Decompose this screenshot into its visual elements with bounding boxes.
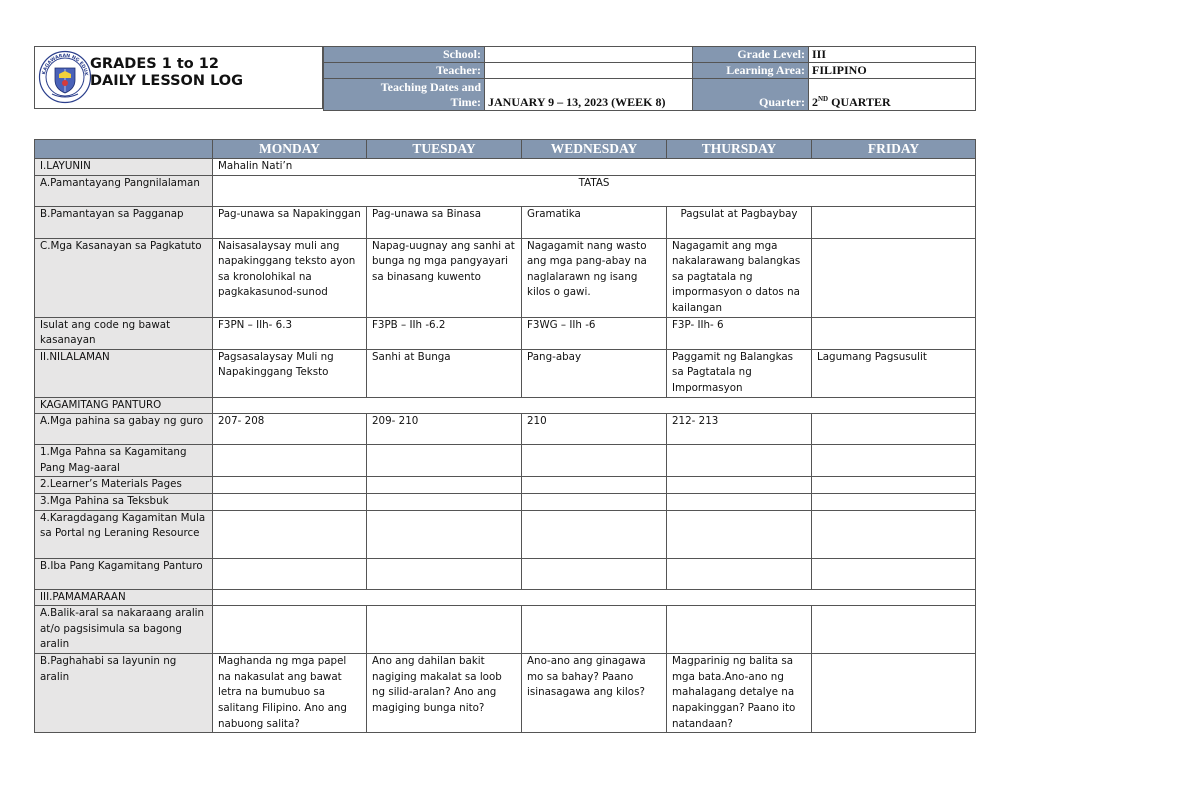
- table-cell: [522, 558, 667, 589]
- day-header-wednesday: WEDNESDAY: [522, 140, 667, 159]
- pamantayang-value: TATAS: [213, 175, 976, 206]
- title-line-2: DAILY LESSON LOG: [90, 73, 244, 89]
- row-label: II.NILALAMAN: [35, 349, 213, 397]
- grade-level-label: Grade Level:: [693, 47, 809, 63]
- day-header-friday: FRIDAY: [812, 140, 976, 159]
- table-cell: Pag-unawa sa Binasa: [367, 206, 522, 238]
- row-label: A.Pamantayang Pangnilalaman: [35, 175, 213, 206]
- quarter-label: Quarter:: [693, 79, 809, 111]
- table-cell: [367, 558, 522, 589]
- table-cell: [213, 558, 367, 589]
- table-cell: F3PN – IIh- 6.3: [213, 317, 367, 349]
- lesson-log-table: [34, 139, 976, 733]
- table-cell: [812, 477, 976, 494]
- quarter-value: [809, 79, 976, 111]
- quarter-word: QUARTER: [828, 95, 891, 109]
- row-label: B.Paghahabi sa layunin ng aralin: [35, 654, 213, 733]
- learning-area-label: Learning Area:: [693, 63, 809, 79]
- table-row-code: [35, 317, 976, 349]
- table-cell: F3WG – IIh -6: [522, 317, 667, 349]
- table-cell: F3PB – IIh -6.2: [367, 317, 522, 349]
- table-row-kasanayan: [35, 238, 976, 317]
- table-cell: [213, 606, 367, 654]
- row-label: 4.Karagdagang Kagamitan Mula sa Portal ng Leraning Resource: [35, 510, 213, 558]
- corner-cell: [35, 140, 213, 159]
- table-cell: [667, 510, 812, 558]
- table-cell: [213, 445, 367, 477]
- table-cell: [667, 493, 812, 510]
- row-label: B.Pamantayan sa Pagganap: [35, 206, 213, 238]
- table-cell: Ano-ano ang ginagawa mo sa bahay? Paano isinasagawa ang kilos?: [522, 654, 667, 733]
- table-cell: [812, 493, 976, 510]
- table-cell: Naisasalaysay muli ang napakinggang teksto ayon sa kronolohikal na pagkakasunod-sunod: [213, 238, 367, 317]
- title-line-1: GRADES 1 to 12: [90, 56, 219, 72]
- school-label: School:: [324, 47, 485, 63]
- table-cell: Pagsasalaysay Muli ng Napakinggang Teksto: [213, 349, 367, 397]
- day-header-thursday: THURSDAY: [667, 140, 812, 159]
- table-cell: F3P- IIh- 6: [667, 317, 812, 349]
- row-label: 1.Mga Pahna sa Kagamitang Pang Mag-aaral: [35, 445, 213, 477]
- table-row-pamantayang: [35, 175, 976, 206]
- table-cell: [667, 606, 812, 654]
- table-row-pagganap: [35, 206, 976, 238]
- table-cell: [812, 445, 976, 477]
- header-info-table: [323, 46, 976, 111]
- grade-level-value: III: [809, 47, 976, 63]
- row-label: I.LAYUNIN: [35, 159, 213, 176]
- table-cell: [367, 445, 522, 477]
- table-cell: [367, 606, 522, 654]
- table-row-kagamitan: [35, 397, 976, 414]
- teaching-dates-value: JANUARY 9 – 13, 2023 (WEEK 8): [485, 79, 693, 111]
- table-cell: [213, 477, 367, 494]
- table-cell: 210: [522, 414, 667, 445]
- table-cell: [812, 510, 976, 558]
- table-cell: [667, 477, 812, 494]
- table-cell: Sanhi at Bunga: [367, 349, 522, 397]
- table-cell: [667, 445, 812, 477]
- table-row-karagdagang: [35, 510, 976, 558]
- deped-seal-icon: [38, 50, 92, 104]
- table-cell: [812, 558, 976, 589]
- day-header-row: [35, 140, 976, 159]
- table-cell: Paggamit ng Balangkas sa Pagtatala ng Impormasyon: [667, 349, 812, 397]
- table-cell: Nagagamit ang mga nakalarawang balangkas sa pagtatala ng impormasyon o datos na kailangan: [667, 238, 812, 317]
- table-cell: [367, 477, 522, 494]
- table-row-nilalaman: [35, 349, 976, 397]
- table-cell: [812, 654, 976, 733]
- row-label: B.Iba Pang Kagamitang Panturo: [35, 558, 213, 589]
- table-cell: 212- 213: [667, 414, 812, 445]
- teacher-value: [485, 63, 693, 79]
- seal-text: KAGAWARAN NG EDUK: [42, 53, 89, 77]
- table-cell: [812, 206, 976, 238]
- table-cell: [213, 493, 367, 510]
- teaching-dates-label-line2: Time:: [450, 95, 481, 109]
- table-row-pahna: [35, 445, 976, 477]
- teaching-dates-label-line1: Teaching Dates and: [380, 80, 481, 94]
- table-cell: Lagumang Pagsusulit: [812, 349, 976, 397]
- table-row-gabay: [35, 414, 976, 445]
- table-cell: [812, 414, 976, 445]
- table-cell: [812, 606, 976, 654]
- table-cell: [522, 606, 667, 654]
- header-title-box: [34, 46, 323, 109]
- table-cell: [812, 238, 976, 317]
- table-cell: [522, 445, 667, 477]
- table-cell: Gramatika: [522, 206, 667, 238]
- school-value: [485, 47, 693, 63]
- table-cell: [367, 510, 522, 558]
- table-cell: Pag-unawa sa Napakinggan: [213, 206, 367, 238]
- table-cell: [812, 317, 976, 349]
- table-cell: [667, 558, 812, 589]
- table-row-iba: [35, 558, 976, 589]
- table-cell: Maghanda ng mga papel na nakasulat ang bawat letra na bumubuo sa salitang Filipino. Ano ang nabuong salita?: [213, 654, 367, 733]
- day-header-monday: MONDAY: [213, 140, 367, 159]
- row-label: Isulat ang code ng bawat kasanayan: [35, 317, 213, 349]
- table-cell: [522, 510, 667, 558]
- table-cell: [522, 477, 667, 494]
- quarter-ordinal: ND: [818, 95, 829, 103]
- table-cell: [522, 493, 667, 510]
- table-row-balik: [35, 606, 976, 654]
- row-label: A.Mga pahina sa gabay ng guro: [35, 414, 213, 445]
- table-cell: Pang-abay: [522, 349, 667, 397]
- table-cell: 209- 210: [367, 414, 522, 445]
- row-label: C.Mga Kasanayan sa Pagkatuto: [35, 238, 213, 317]
- row-label: 3.Mga Pahina sa Teksbuk: [35, 493, 213, 510]
- table-cell: Nagagamit nang wasto ang mga pang-abay na naglalarawn ng isang kilos o gawi.: [522, 238, 667, 317]
- learning-area-value: FILIPINO: [809, 63, 976, 79]
- row-label: III.PAMAMARAAN: [35, 589, 213, 606]
- table-row-teksbuk: [35, 493, 976, 510]
- teacher-label: Teacher:: [324, 63, 485, 79]
- row-label: KAGAMITANG PANTURO: [35, 397, 213, 414]
- table-row-layunin: [35, 159, 976, 176]
- row-label: A.Balik-aral sa nakaraang aralin at/o pagsisimula sa bagong aralin: [35, 606, 213, 654]
- table-row-paghahabi: [35, 654, 976, 733]
- table-row-learners: [35, 477, 976, 494]
- table-cell: [367, 493, 522, 510]
- table-cell: [213, 589, 976, 606]
- table-cell: Napag-uugnay ang sanhi at bunga ng mga pangyayari sa binasang kuwento: [367, 238, 522, 317]
- teaching-dates-label: [324, 79, 485, 111]
- quarter-number: 2: [812, 95, 818, 109]
- day-header-tuesday: TUESDAY: [367, 140, 522, 159]
- table-cell: Ano ang dahilan bakit nagiging makalat sa loob ng silid-aralan? Ano ang magiging bunga nito?: [367, 654, 522, 733]
- table-cell: 207- 208: [213, 414, 367, 445]
- table-cell: Magparinig ng balita sa mga bata.Ano-ano ng mahalagang detalye na napakinggan? Paano ito natandaan?: [667, 654, 812, 733]
- row-label: 2.Learner’s Materials Pages: [35, 477, 213, 494]
- table-cell: [213, 510, 367, 558]
- table-cell: [213, 397, 976, 414]
- table-row-pamamaraan: [35, 589, 976, 606]
- layunin-value: Mahalin Nati’n: [213, 159, 976, 176]
- table-cell: Pagsulat at Pagbaybay: [667, 206, 812, 238]
